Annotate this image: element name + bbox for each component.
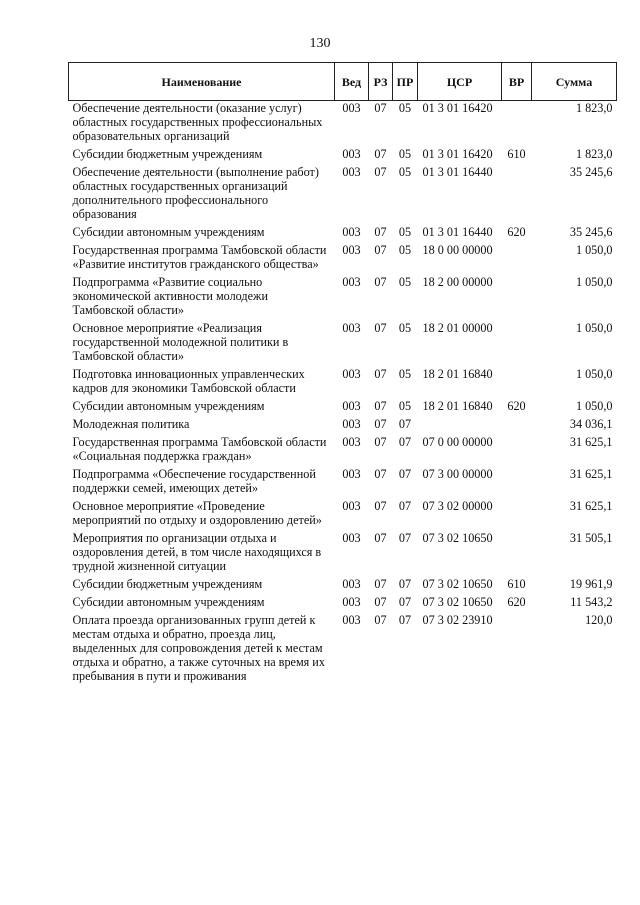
cell-pr: 07: [398, 467, 412, 481]
cell-vr: [502, 499, 532, 531]
cell-csr: 07 0 00 00000: [422, 435, 493, 449]
cell-ved: 003: [342, 417, 361, 431]
cell-pr: 05: [398, 275, 412, 289]
cell-vr: 620: [507, 595, 526, 609]
cell-sum: 31 505,1: [569, 531, 613, 545]
cell-sum: 34 036,1: [569, 417, 613, 431]
cell-rz: 07: [374, 225, 387, 239]
table-row: [69, 467, 617, 499]
cell-rz: 07: [374, 243, 387, 257]
header-rz: РЗ: [369, 63, 393, 101]
cell-csr: 18 0 00 00000: [422, 243, 493, 257]
cell-sum: 31 625,1: [569, 435, 613, 449]
cell-vr: 620: [507, 399, 526, 413]
cell-pr: 07: [398, 613, 412, 627]
cell-ved: 003: [342, 595, 361, 609]
table-row: [69, 499, 617, 531]
cell-name: Субсидии бюджетным учреждениям: [72, 577, 263, 591]
header-sum: Сумма: [532, 63, 617, 101]
cell-vr: [502, 101, 532, 148]
table-row: [69, 367, 617, 399]
table-header-row: [69, 63, 617, 101]
cell-vr: [502, 165, 532, 225]
header-ved: Вед: [335, 63, 369, 101]
cell-rz: 07: [374, 613, 387, 627]
cell-rz: 07: [374, 275, 387, 289]
cell-name: Оплата проезда организованных групп детей к местам отдыха и обратно, проезда лиц, выделенных для сопровождения детей к местам отдыха и обратно, а также суточных на время их пребывания в пути и проживания: [72, 613, 325, 683]
budget-table: [68, 62, 617, 687]
cell-rz: 07: [374, 467, 387, 481]
table-row: [69, 577, 617, 595]
cell-rz: 07: [374, 101, 387, 115]
cell-ved: 003: [342, 243, 361, 257]
cell-csr: [418, 417, 502, 435]
cell-name: Подпрограмма «Обеспечение государственной поддержки семей, имеющих детей»: [72, 467, 316, 495]
cell-vr: [502, 417, 532, 435]
cell-vr: 620: [507, 225, 526, 239]
cell-sum: 35 245,6: [569, 225, 613, 239]
cell-rz: 07: [374, 499, 387, 513]
cell-rz: 07: [374, 165, 387, 179]
cell-vr: 610: [507, 147, 526, 161]
cell-vr: [502, 321, 532, 367]
cell-vr: [502, 613, 532, 687]
cell-csr: 18 2 01 16840: [422, 367, 493, 381]
header-name: Наименование: [69, 63, 335, 101]
cell-pr: 05: [398, 367, 412, 381]
cell-vr: 610: [507, 577, 526, 591]
cell-name: Обеспечение деятельности (оказание услуг) областных государственных профессиональных образовательных организаций: [72, 101, 323, 143]
cell-ved: 003: [342, 399, 361, 413]
cell-rz: 07: [374, 577, 387, 591]
cell-pr: 05: [398, 165, 412, 179]
cell-ved: 003: [342, 321, 361, 335]
cell-pr: 05: [398, 399, 412, 413]
cell-pr: 07: [398, 531, 412, 545]
cell-rz: 07: [374, 321, 387, 335]
table-row: [69, 595, 617, 613]
cell-ved: 003: [342, 147, 361, 161]
table-row: [69, 417, 617, 435]
header-vr: ВР: [502, 63, 532, 101]
header-csr: ЦСР: [418, 63, 502, 101]
cell-csr: 18 2 01 00000: [422, 321, 493, 335]
cell-ved: 003: [342, 101, 361, 115]
cell-rz: 07: [374, 435, 387, 449]
header-pr: ПР: [393, 63, 418, 101]
cell-name: Основное мероприятие «Реализация государственной молодежной политики в Тамбовской области»: [72, 321, 289, 363]
cell-rz: 07: [374, 399, 387, 413]
cell-sum: 1 050,0: [575, 367, 613, 381]
cell-sum: 1 050,0: [575, 399, 613, 413]
table-row: [69, 435, 617, 467]
cell-rz: 07: [374, 417, 387, 431]
cell-vr: [502, 435, 532, 467]
cell-csr: 18 2 01 16840: [422, 399, 493, 413]
cell-name: Субсидии автономным учреждениям: [72, 595, 265, 609]
table-body: [69, 101, 617, 688]
cell-vr: [502, 531, 532, 577]
cell-pr: 05: [398, 243, 412, 257]
cell-name: Подготовка инновационных управленческих кадров для экономики Тамбовской области: [72, 367, 305, 395]
table-row: [69, 321, 617, 367]
cell-ved: 003: [342, 499, 361, 513]
cell-pr: 05: [398, 225, 412, 239]
cell-pr: 05: [398, 321, 412, 335]
cell-sum: 1 050,0: [575, 321, 613, 335]
cell-pr: 07: [398, 499, 412, 513]
cell-sum: 1 823,0: [575, 147, 613, 161]
cell-ved: 003: [342, 531, 361, 545]
cell-name: Субсидии бюджетным учреждениям: [72, 147, 263, 161]
cell-csr: 18 2 00 00000: [422, 275, 493, 289]
cell-name: Основное мероприятие «Проведение мероприятий по отдыху и оздоровлению детей»: [72, 499, 322, 527]
cell-ved: 003: [342, 435, 361, 449]
cell-csr: 07 3 02 10650: [422, 577, 493, 591]
cell-name: Мероприятия по организации отдыха и оздоровления детей, в том числе находящихся в трудной жизненной ситуации: [72, 531, 322, 573]
cell-vr: [502, 367, 532, 399]
cell-ved: 003: [342, 577, 361, 591]
cell-vr: [502, 275, 532, 321]
table-row: [69, 399, 617, 417]
cell-sum: 120,0: [585, 613, 613, 627]
table-row: [69, 243, 617, 275]
cell-sum: 1 050,0: [575, 243, 613, 257]
cell-vr: [502, 243, 532, 275]
cell-csr: 07 3 02 00000: [422, 499, 493, 513]
cell-sum: 35 245,6: [569, 165, 613, 179]
page-number: 130: [309, 36, 331, 51]
cell-name: Государственная программа Тамбовской области «Развитие институтов гражданского общества»: [72, 243, 327, 271]
cell-vr: [502, 467, 532, 499]
cell-pr: 07: [398, 417, 412, 431]
cell-rz: 07: [374, 147, 387, 161]
cell-name: Субсидии автономным учреждениям: [72, 225, 265, 239]
cell-rz: 07: [374, 367, 387, 381]
cell-sum: 31 625,1: [569, 467, 613, 481]
cell-name: Молодежная политика: [72, 417, 190, 431]
cell-csr: 07 3 02 10650: [422, 595, 493, 609]
cell-ved: 003: [342, 225, 361, 239]
table-row: [69, 225, 617, 243]
table-row: [69, 165, 617, 225]
cell-pr: 05: [398, 101, 412, 115]
cell-sum: 1 823,0: [575, 101, 613, 115]
cell-sum: 31 625,1: [569, 499, 613, 513]
cell-csr: 01 3 01 16420: [422, 147, 493, 161]
table-row: [69, 531, 617, 577]
cell-csr: 01 3 01 16440: [422, 165, 493, 179]
cell-csr: 07 3 00 00000: [422, 467, 493, 481]
cell-sum: 19 961,9: [569, 577, 613, 591]
cell-rz: 07: [374, 595, 387, 609]
cell-ved: 003: [342, 367, 361, 381]
cell-sum: 1 050,0: [575, 275, 613, 289]
cell-csr: 07 3 02 23910: [422, 613, 493, 627]
cell-ved: 003: [342, 275, 361, 289]
table-row: [69, 613, 617, 687]
table-row: [69, 275, 617, 321]
cell-csr: 01 3 01 16420: [422, 101, 493, 115]
cell-name: Обеспечение деятельности (выполнение работ) областных государственных организаций дополнительного профессионального образования: [72, 165, 319, 221]
cell-name: Субсидии автономным учреждениям: [72, 399, 265, 413]
cell-ved: 003: [342, 467, 361, 481]
cell-csr: 07 3 02 10650: [422, 531, 493, 545]
cell-pr: 07: [398, 577, 412, 591]
cell-ved: 003: [342, 165, 361, 179]
cell-pr: 07: [398, 435, 412, 449]
table-row: [69, 101, 617, 148]
cell-pr: 05: [398, 147, 412, 161]
cell-sum: 11 543,2: [570, 595, 613, 609]
cell-rz: 07: [374, 531, 387, 545]
cell-ved: 003: [342, 613, 361, 627]
cell-name: Подпрограмма «Развитие социально экономической активности молодежи Тамбовской области»: [72, 275, 268, 317]
cell-name: Государственная программа Тамбовской области «Социальная поддержка граждан»: [72, 435, 327, 463]
cell-csr: 01 3 01 16440: [422, 225, 493, 239]
table-row: [69, 147, 617, 165]
cell-pr: 07: [398, 595, 412, 609]
